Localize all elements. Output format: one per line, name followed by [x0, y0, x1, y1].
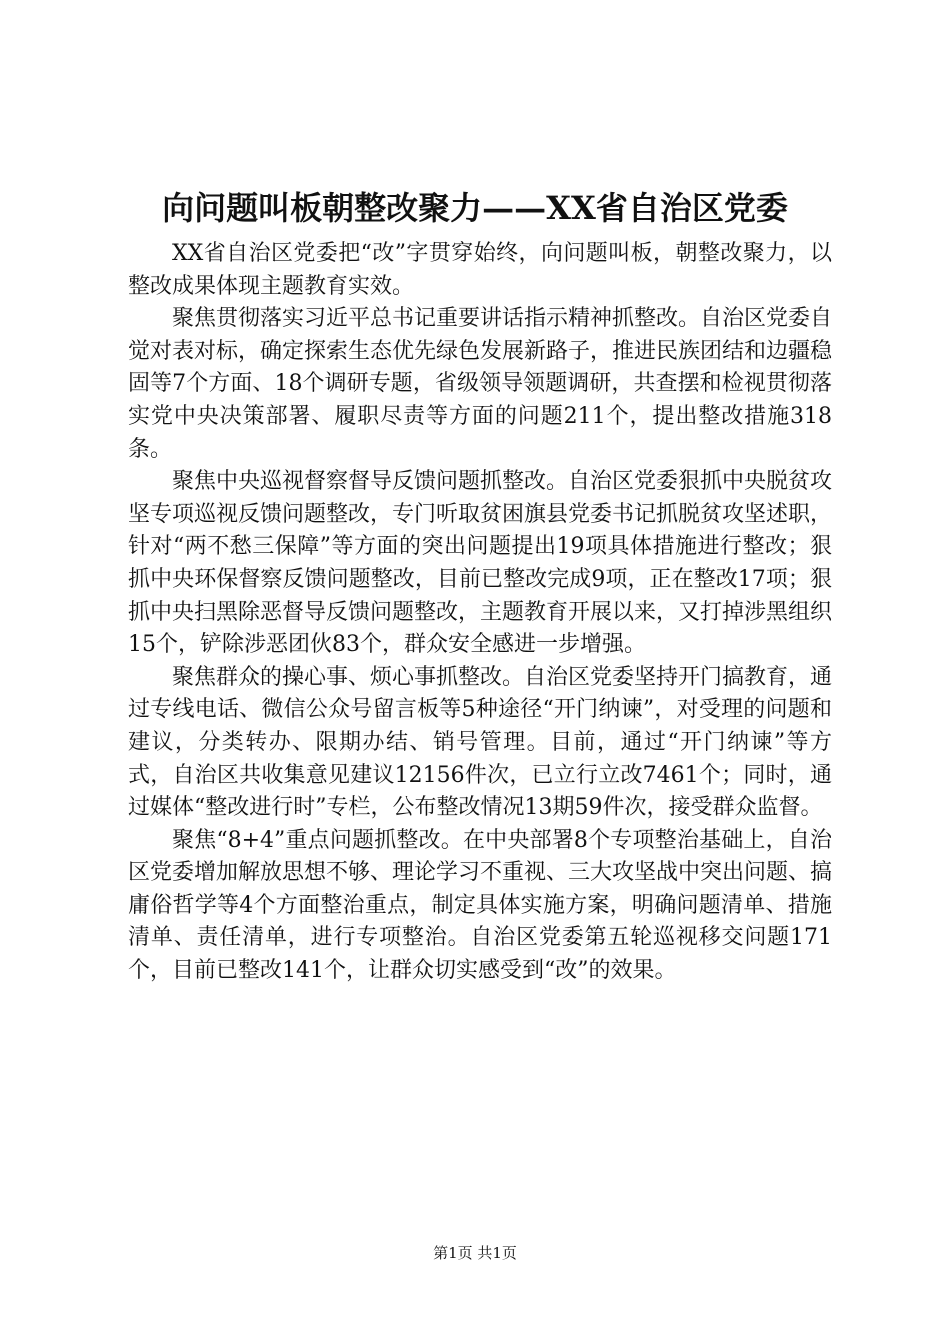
paragraph-public-concerns: 聚焦群众的操心事、烦心事抓整改。自治区党委坚持开门搞教育，通过专线电话、微信公众号留言板等5种途径“开门纳谏”，对受理的问题和建议，分类转办、限期办结、销号管理。目前，通过“开门纳谏”等方式，自治区共收集意见建议12156件次，已立行立改7461个；同时，通过媒体“整改进行时”专栏，公布整改情况13期59件次，接受群众监督。: [128, 664, 833, 821]
paragraph-speech-rectification: 聚焦贯彻落实习近平总书记重要讲话指示精神抓整改。自治区党委自觉对表对标，确定探索生态优先绿色发展新路子，推进民族团结和边疆稳固等7个方面、18个调研专题，省级领导领题调研，共查摆和检视贯彻落实党中央决策部署、履职尽责等方面的问题211个，提出整改措施318条。: [128, 306, 833, 462]
intro-paragraph: XX省自治区党委把“改”字贯穿始终，向问题叫板，朝整改聚力，以整改成果体现主题教育实效。: [128, 241, 832, 299]
document-body: [128, 238, 832, 988]
page-footer: 第1页 共1页: [433, 1244, 517, 1262]
document-title: 向问题叫板朝整改聚力——XX省自治区党委: [162, 189, 788, 227]
paragraph-inspection-rectification: 聚焦中央巡视督察督导反馈问题抓整改。自治区党委狠抓中央脱贫攻坚专项巡视反馈问题整改，专门听取贫困旗县党委书记抓脱贫攻坚述职，针对“两不愁三保障”等方面的突出问题提出19项具体措施进行整改；狠抓中央环保督察反馈问题整改，目前已整改完成9项，正在整改17项；狠抓中央扫黑除恶督导反馈问题整改，主题教育开展以来，又打掉涉黑组织15个，铲除涉恶团伙83个，群众安全感进一步增强。: [128, 469, 833, 658]
paragraph-8-plus-4: 聚焦“8+4”重点问题抓整改。在中央部署8个专项整治基础上，自治区党委增加解放思想不够、理论学习不重视、三大攻坚战中突出问题、搞庸俗哲学等4个方面整治重点，制定具体实施方案，明确问题清单、措施清单、责任清单，进行专项整治。自治区党委第五轮巡视移交问题171个，目前已整改141个，让群众切实感受到“改”的效果。: [128, 827, 833, 984]
